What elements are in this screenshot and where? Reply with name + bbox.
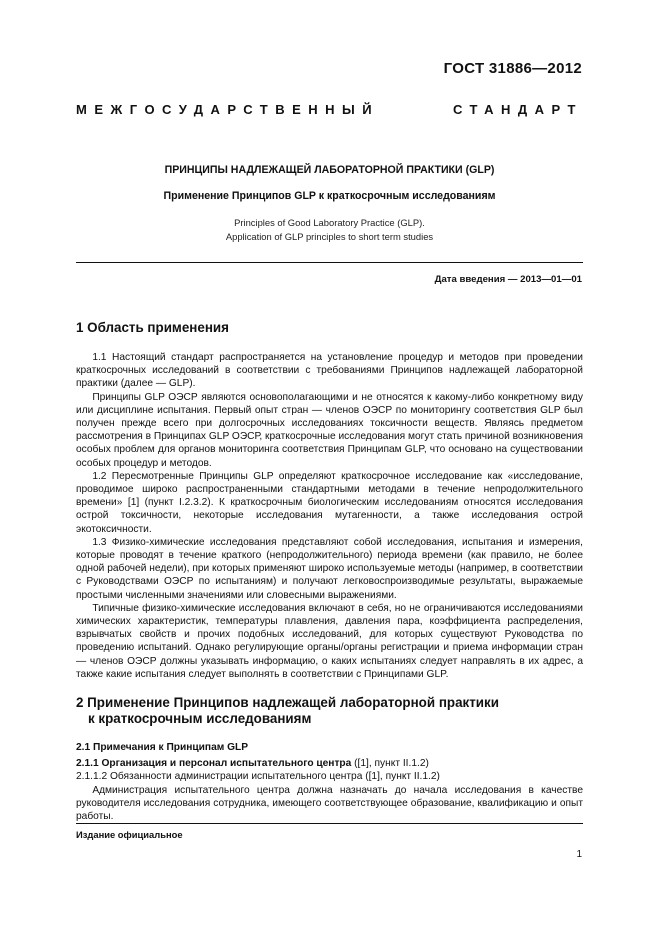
page-number: 1: [576, 849, 582, 860]
section2-heading-line2: к краткосрочным исследованиям: [88, 711, 312, 727]
title-english-line2: Application of GLP principles to short term studies: [225, 231, 434, 242]
section1-paragraph-1-2: 1.2 Пересмотренные Принципы GLP определяют краткосрочное исследование как «исследование, проводимое широко распространенными стандартными методами в течение непродолжительного времени» [1] (пункт I.2.3.2). К краткосрочным биологическим исследованиям относятся исследования острой токсичности, некоторые исследования мутагенности, а также исследования острой экотоксичности.: [76, 470, 583, 535]
section2-paragraph-admin: Администрация испытательного центра должна назначать до начала исследования в качестве руководителя исследования сотрудника, имеющего соответствующее образование, квалификацию и опыт работы.: [76, 784, 583, 823]
subsection-2-1-1-2: 2.1.1.2 Обязанности администрации испытательного центра ([1], пункт II.1.2): [76, 771, 440, 783]
title-english: [76, 216, 583, 244]
footer-divider: [76, 823, 583, 824]
subsection-2-1-1: [76, 757, 583, 770]
section1-paragraph-typical: Типичные физико-химические исследования включают в себя, но не ограничиваются исследованиями химических характеристик, температуры плавления, давления пара, коэффициента распределения, взрывчатых свойств и прочих подобных исследований, для которых существуют Руководства по проведению испытаний. Однако регулирующие органы/органы регистрации и приема информации стран — членов ОЭСР должны указывать информацию, о каких испытаниях следует направлять в их адрес, а также какие испытания следует выполнять в соответствии с Принципами GLP.: [76, 602, 583, 680]
official-edition-label: Издание официальное: [76, 829, 183, 840]
subsection-2-1-heading: 2.1 Примечания к Принципам GLP: [76, 742, 249, 754]
header-divider: [76, 262, 583, 263]
section2-heading: [76, 695, 583, 727]
main-content: [76, 320, 583, 823]
interstate-standard-heading: МЕЖГОСУДАРСТВЕННЫЙ СТАНДАРТ: [76, 102, 583, 117]
introduction-date: Дата введения — 2013—01—01: [434, 274, 582, 285]
subsection-2-1-1-title: 2.1.1 Организация и персонал испытательного центра: [76, 758, 352, 770]
section1-heading: 1 Область применения: [76, 320, 229, 335]
standard-number: ГОСТ 31886—2012: [443, 60, 582, 77]
section2-heading-line1: 2 Применение Принципов надлежащей лабораторной практики: [76, 695, 499, 711]
section1-paragraph-1-1: 1.1 Настоящий стандарт распространяется на установление процедур и методов при проведении краткосрочных исследований в соответствии с требованиями Принципов надлежащей лабораторной практики (далее — GLP).: [76, 352, 583, 390]
subtitle-russian: Применение Принципов GLP к краткосрочным исследованиям: [163, 190, 496, 202]
title-english-line1: Principles of Good Laboratory Practice (GLP).: [234, 217, 425, 228]
title-russian: ПРИНЦИПЫ НАДЛЕЖАЩЕЙ ЛАБОРАТОРНОЙ ПРАКТИКИ (GLP): [164, 164, 495, 176]
section1-paragraph-1-3: 1.3 Физико-химические исследования представляют собой исследования, испытания и измерения, которые проводят в течение краткого (непродолжительного) периода времени (как правило, не более одной рабочей недели), при которых применяют широко используемые методы (например, в соответствии с Руководствами ОЭСР по испытаниям) и получают легковоспроизводимые результаты, выражаемые простыми численными значениями или словесными выражениями.: [76, 536, 583, 601]
section1-paragraph-glp-oecd: Принципы GLP ОЭСР являются основополагающими и не относятся к какому-либо конкретному виду или дисциплине испытания. Первый опыт стран — членов ОЭСР по мониторингу соответствия GLP был получен прежде всего при долгосрочных исследованиях токсичности веществ. Являясь предметом рассмотрения в Принципах GLP ОЭСР, краткосрочные исследования могут стать причиной возникновения особых проблем для органов мониторинга соответствия Принципам GLP, что основано на существовании особых процедур и методов.: [76, 391, 583, 469]
subsection-2-1-1-ref: ([1], пункт II.1.2): [351, 758, 429, 770]
